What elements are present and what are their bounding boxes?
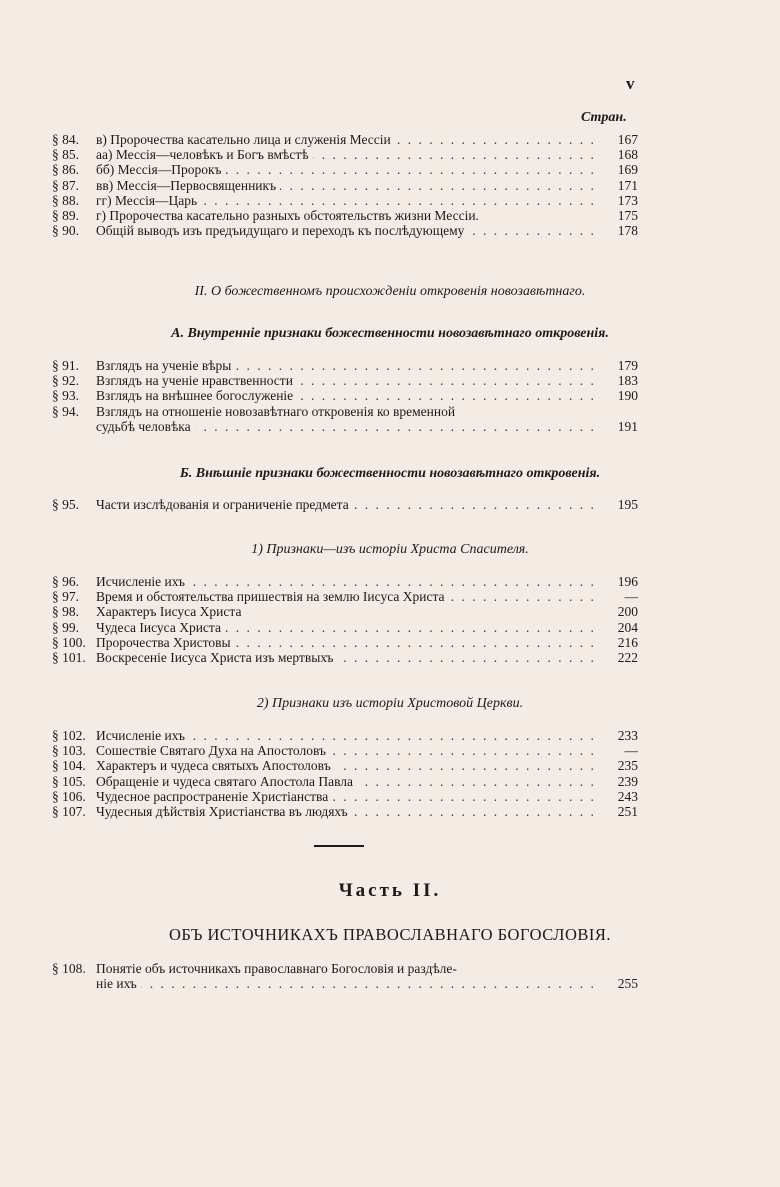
- section-number: § 87.: [52, 177, 79, 193]
- toc-entry: [52, 774, 638, 789]
- entry-title: Обращеніе и чудеса святаго Апостола Павла: [96, 774, 357, 789]
- entry-title: Понятіе объ источникахъ православнаго Богословія и раздѣле-: [96, 961, 461, 976]
- page-ref: 178: [598, 223, 638, 238]
- toc-entry: [52, 223, 638, 238]
- entry-title: Взглядъ на ученіе вѣры: [96, 358, 235, 373]
- toc-group-d: [52, 728, 638, 819]
- section-number: § 102.: [52, 728, 86, 743]
- entry-title: Взглядъ на ученіе нравственности: [96, 373, 297, 388]
- section-heading-ii: II. О божественномъ происхожденіи откровенія новозавѣтнаго.: [194, 284, 586, 299]
- subsection-heading-a: А. Внутренніе признаки божественности новозавѣтнаго откровенія.: [171, 326, 609, 341]
- toc-entry: [52, 193, 638, 208]
- entry-title: Сошествіе Святаго Духа на Апостоловъ: [96, 743, 330, 758]
- toc-entry: [52, 358, 638, 373]
- part-title: Часть II.: [338, 880, 442, 901]
- section-number: § 88.: [52, 192, 79, 208]
- toc-entry: [52, 147, 638, 162]
- page-ref: 196: [598, 574, 638, 589]
- entry-title-cont: судьбѣ человѣка: [96, 419, 195, 434]
- page-ref: 168: [598, 147, 638, 162]
- entry-title: Время и обстоятельства пришествія на землю Іисуса Христа: [96, 589, 449, 604]
- entry-title: Чудеса Іисуса Христа: [96, 620, 225, 635]
- toc-entry: [52, 208, 638, 223]
- toc-entry: [52, 404, 638, 419]
- section-divider: [314, 845, 364, 847]
- page-ref: 169: [598, 162, 638, 177]
- page-ref: 175: [598, 208, 638, 223]
- page-ref: 251: [598, 804, 638, 819]
- toc-entry: [52, 178, 638, 193]
- toc-group-e: [52, 961, 638, 991]
- page-ref: 255: [598, 976, 638, 991]
- page-ref: 179: [598, 358, 638, 373]
- entry-title: Взглядъ на отношеніе новозавѣтнаго откровенія ко временной: [96, 404, 459, 419]
- toc-entry: [52, 373, 638, 388]
- page-ref: 235: [598, 758, 638, 773]
- entry-title: Чудесныя дѣйствія Христіанства въ людяхъ: [96, 804, 352, 819]
- toc-group-a: [52, 132, 638, 238]
- section-number: § 108.: [52, 961, 86, 976]
- page-ref: 222: [598, 650, 638, 665]
- section-number: § 90.: [52, 223, 79, 239]
- section-number: § 89.: [52, 207, 79, 223]
- subsection-heading-2: 2) Признаки изъ исторіи Христовой Церкви.: [256, 696, 524, 711]
- toc-entry: [52, 743, 638, 758]
- entry-title: Характеръ и чудеса святыхъ Апостоловъ: [96, 758, 335, 773]
- page-ref: 171: [598, 178, 638, 193]
- section-number: § 106.: [52, 788, 86, 804]
- page-ref: 239: [598, 774, 638, 789]
- entry-title: Исчисленіе ихъ: [96, 574, 189, 589]
- section-number: § 91.: [52, 358, 79, 373]
- page-ref: 200: [598, 604, 638, 619]
- section-number: § 100.: [52, 634, 86, 650]
- section-number: § 98.: [52, 604, 79, 620]
- entry-title: гг) Мессія—Царь: [96, 193, 201, 208]
- page-ref: 167: [598, 132, 638, 147]
- section-number: § 107.: [52, 803, 86, 819]
- page-ref: 173: [598, 193, 638, 208]
- toc-group-b: [52, 358, 638, 434]
- section-number: § 94.: [52, 403, 79, 419]
- toc-entry: [52, 728, 638, 743]
- entry-title: вв) Мессія—Первосвященникъ: [96, 178, 280, 193]
- page-ref: —: [598, 589, 638, 604]
- section-number: § 95.: [52, 497, 79, 512]
- page-column-header: Стран.: [581, 110, 627, 125]
- toc-entry: [52, 497, 638, 512]
- section-number: § 86.: [52, 162, 79, 178]
- entry-title: Взглядъ на внѣшнее богослуженіе: [96, 388, 297, 403]
- entry-title: Общій выводъ изъ предъидущаго и переходъ къ послѣдующему: [96, 223, 468, 238]
- toc-entry-continuation: [52, 976, 638, 991]
- toc-group-b2: [52, 497, 638, 512]
- toc-entry: [52, 574, 638, 589]
- section-number: § 105.: [52, 773, 86, 789]
- page-ref: —: [598, 743, 638, 758]
- entry-title: бб) Мессія—Пророкъ: [96, 162, 226, 177]
- section-number: § 101.: [52, 649, 86, 665]
- entry-title-cont: ніе ихъ: [96, 976, 141, 991]
- toc-entry: [52, 961, 638, 976]
- entry-title: г) Пророчества касательно разныхъ обстоятельствъ жизни Мессіи.: [96, 208, 483, 223]
- page-ref: 243: [598, 789, 638, 804]
- page-ref: 204: [598, 620, 638, 635]
- page-ref: 183: [598, 373, 638, 388]
- entry-title: Исчисленіе ихъ: [96, 728, 189, 743]
- toc-entry: [52, 789, 638, 804]
- page-number: v: [626, 74, 635, 93]
- entry-title: Воскресеніе Іисуса Христа изъ мертвыхъ: [96, 650, 338, 665]
- page-ref: 195: [598, 497, 638, 512]
- toc-entry: [52, 604, 638, 619]
- toc-entry: [52, 162, 638, 177]
- section-number: § 84.: [52, 132, 79, 147]
- entry-title: Пророчества Христовы: [96, 635, 235, 650]
- section-number: § 92.: [52, 373, 79, 389]
- page-ref: 233: [598, 728, 638, 743]
- toc-entry: [52, 589, 638, 604]
- toc-entry: [52, 758, 638, 773]
- toc-entry: [52, 620, 638, 635]
- section-number: § 96.: [52, 574, 79, 589]
- toc-entry-continuation: [52, 419, 638, 434]
- section-number: § 97.: [52, 589, 79, 605]
- toc-entry: [52, 804, 638, 819]
- toc-group-c: [52, 574, 638, 665]
- section-number: § 85.: [52, 147, 79, 163]
- entry-title: Чудесное распространеніе Христіанства: [96, 789, 332, 804]
- entry-title: аа) Мессія—человѣкъ и Богъ вмѣстѣ: [96, 147, 313, 162]
- section-number: § 99.: [52, 619, 79, 635]
- section-number: § 103.: [52, 743, 86, 759]
- part-subtitle: ОБЪ ИСТОЧНИКАХЪ ПРАВОСЛАВНАГО БОГОСЛОВІЯ.: [168, 925, 612, 944]
- subsection-heading-1: 1) Признаки—изъ исторіи Христа Спасителя.: [251, 542, 529, 557]
- toc-entry: [52, 388, 638, 403]
- entry-title: Характеръ Іисуса Христа: [96, 604, 245, 619]
- section-number: § 93.: [52, 388, 79, 404]
- toc-entry: [52, 650, 638, 665]
- page-ref: 190: [598, 388, 638, 403]
- subsection-heading-b: Б. Внѣшніе признаки божественности новозавѣтнаго откровенія.: [179, 466, 601, 481]
- toc-entry: [52, 635, 638, 650]
- page-ref: 191: [598, 419, 638, 434]
- page-ref: 216: [598, 635, 638, 650]
- section-number: § 104.: [52, 758, 86, 774]
- entry-title: Части изслѣдованія и ограниченіе предмета: [96, 497, 353, 512]
- entry-title: в) Пророчества касательно лица и служенія Мессіи: [96, 132, 395, 147]
- toc-entry: [52, 132, 638, 147]
